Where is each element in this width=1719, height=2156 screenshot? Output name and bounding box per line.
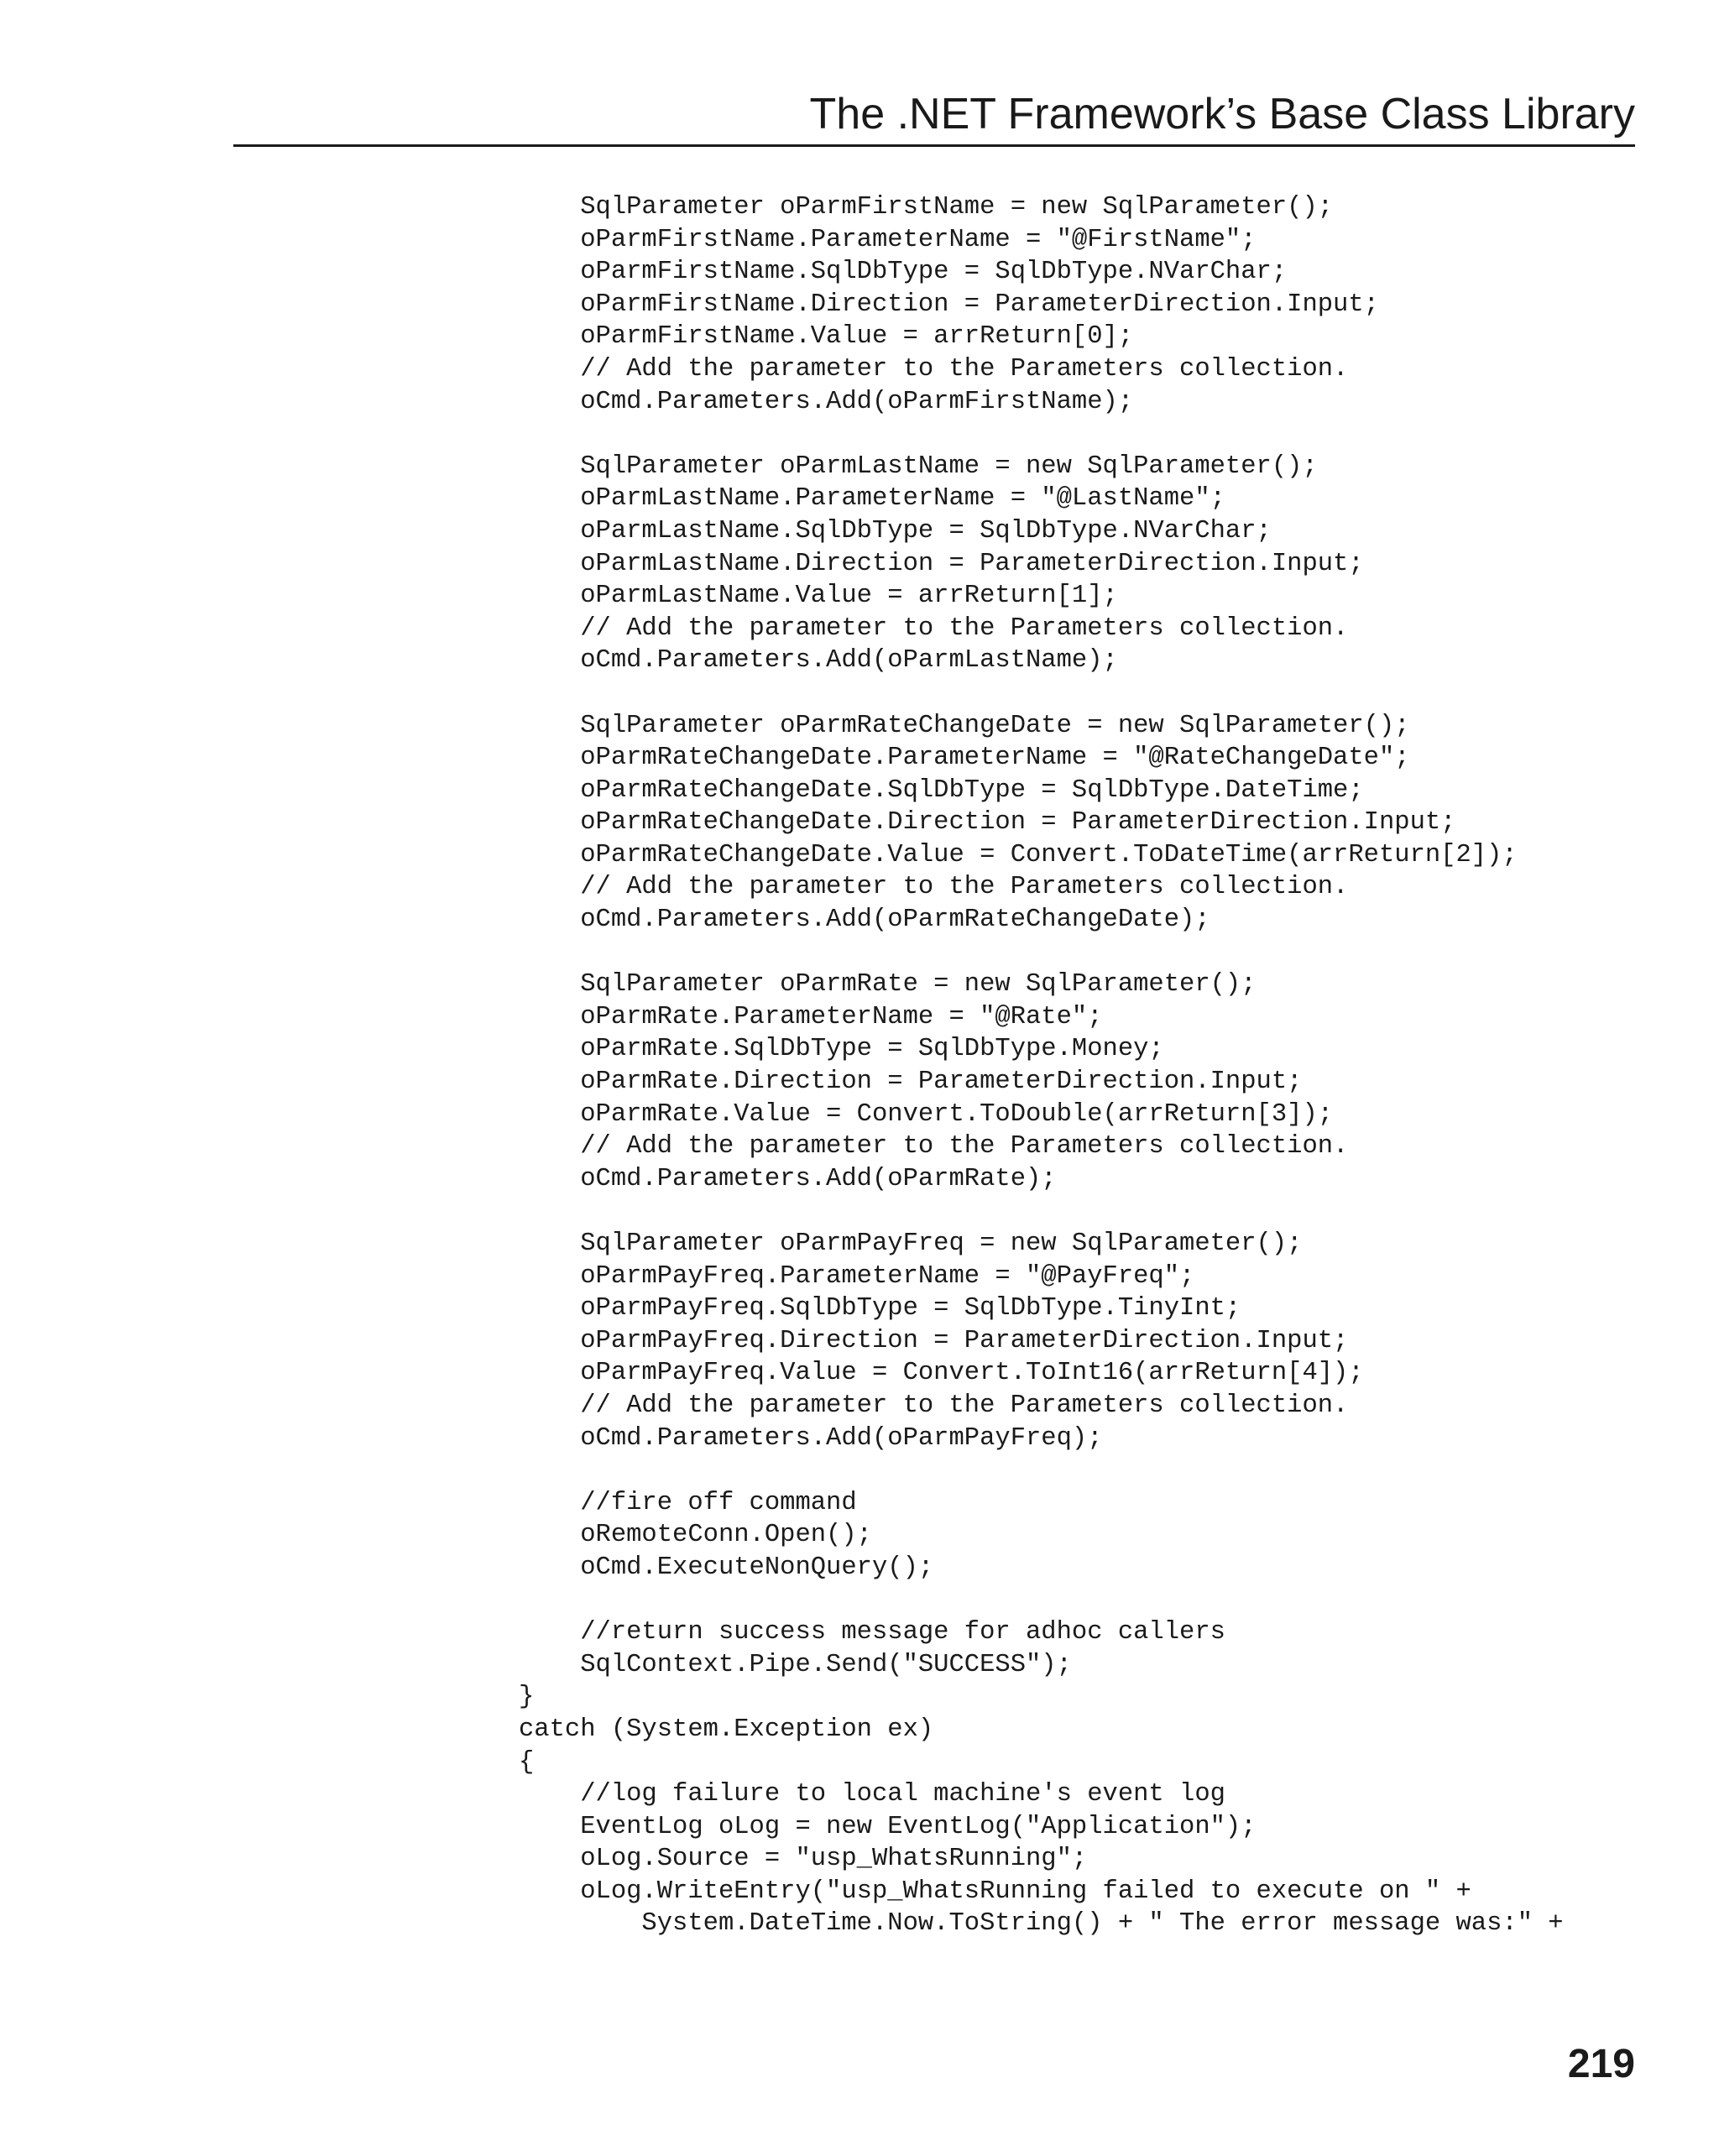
code-line: catch (System.Exception ex) <box>519 1715 934 1744</box>
code-line: // Add the parameter to the Parameters collection. <box>519 873 1349 902</box>
code-line: oParmRate.Value = Convert.ToDouble(arrReturn[3]); <box>519 1099 1334 1129</box>
code-line: oParmRate.SqlDbType = SqlDbType.Money; <box>519 1035 1164 1064</box>
code-listing <box>519 191 1660 1940</box>
code-line: oCmd.Parameters.Add(oParmFirstName); <box>519 387 1134 416</box>
code-line: SqlParameter oParmPayFreq = new SqlParameter(); <box>519 1229 1303 1258</box>
code-line <box>519 1584 1660 1617</box>
code-line: SqlParameter oParmLastName = new SqlParameter(); <box>519 452 1318 481</box>
page-number: 219 <box>1567 2042 1635 2086</box>
code-line: oParmRateChangeDate.ParameterName = "@RateChangeDate"; <box>519 744 1410 773</box>
code-line: //fire off command <box>519 1488 857 1517</box>
code-line <box>519 1195 1660 1228</box>
code-line: oParmPayFreq.Direction = ParameterDirection.Input; <box>519 1326 1349 1355</box>
code-line: oParmLastName.Direction = ParameterDirection.Input; <box>519 549 1364 578</box>
code-line: oCmd.Parameters.Add(oParmPayFreq); <box>519 1423 1103 1453</box>
code-line: // Add the parameter to the Parameters collection. <box>519 613 1349 643</box>
code-line: SqlParameter oParmFirstName = new SqlParameter(); <box>519 193 1334 222</box>
code-line: oCmd.Parameters.Add(oParmLastName); <box>519 646 1118 676</box>
code-line: oParmRate.Direction = ParameterDirection.Input; <box>519 1068 1303 1097</box>
code-line: System.DateTime.Now.ToString() + " The error message was:" + <box>519 1909 1564 1939</box>
code-line: oParmFirstName.Direction = ParameterDirection.Input; <box>519 290 1379 319</box>
code-line: oParmRate.ParameterName = "@Rate"; <box>519 1002 1103 1031</box>
code-line: oParmFirstName.Value = arrReturn[0]; <box>519 322 1134 352</box>
code-line: oParmPayFreq.Value = Convert.ToInt16(arrReturn[4]); <box>519 1359 1364 1388</box>
code-line: } <box>519 1683 535 1712</box>
code-line: //return success message for adhoc callers <box>519 1618 1225 1647</box>
code-line: // Add the parameter to the Parameters collection. <box>519 1391 1349 1420</box>
code-line: oParmRateChangeDate.Direction = ParameterDirection.Input; <box>519 808 1456 838</box>
code-line: oCmd.Parameters.Add(oParmRate); <box>519 1164 1057 1193</box>
code-line: oParmRateChangeDate.SqlDbType = SqlDbType.DateTime; <box>519 775 1364 805</box>
code-line: oRemoteConn.Open(); <box>519 1521 872 1550</box>
code-line: oParmPayFreq.SqlDbType = SqlDbType.TinyInt; <box>519 1294 1241 1323</box>
code-line: oParmLastName.ParameterName = "@LastName"; <box>519 484 1225 514</box>
code-line <box>519 1454 1660 1487</box>
code-line: { <box>519 1747 535 1777</box>
code-line: oParmLastName.Value = arrReturn[1]; <box>519 582 1118 611</box>
code-line: SqlParameter oParmRate = new SqlParameter(); <box>519 970 1257 1000</box>
code-line: oParmRateChangeDate.Value = Convert.ToDateTime(arrReturn[2]); <box>519 840 1518 869</box>
code-line: oParmLastName.SqlDbType = SqlDbType.NVarChar; <box>519 516 1272 546</box>
code-line: // Add the parameter to the Parameters collection. <box>519 1132 1349 1162</box>
code-line: oLog.WriteEntry("usp_WhatsRunning failed to execute on " + <box>519 1877 1471 1906</box>
code-line: oParmFirstName.SqlDbType = SqlDbType.NVarChar; <box>519 258 1288 287</box>
code-line: oParmPayFreq.ParameterName = "@PayFreq"; <box>519 1261 1195 1291</box>
code-line: SqlContext.Pipe.Send("SUCCESS"); <box>519 1650 1072 1679</box>
code-line: // Add the parameter to the Parameters collection. <box>519 354 1349 384</box>
code-line: //log failure to local machine's event log <box>519 1780 1225 1809</box>
code-line <box>519 418 1660 451</box>
code-line: EventLog oLog = new EventLog("Application"); <box>519 1812 1257 1841</box>
code-line: oLog.Source = "usp_WhatsRunning"; <box>519 1845 1088 1874</box>
running-header-title: The .NET Framework’s Base Class Library <box>809 90 1635 138</box>
code-line <box>519 937 1660 969</box>
code-line: oParmFirstName.ParameterName = "@FirstName"; <box>519 225 1257 254</box>
code-line: SqlParameter oParmRateChangeDate = new SqlParameter(); <box>519 711 1410 740</box>
code-line <box>519 677 1660 710</box>
code-line: oCmd.Parameters.Add(oParmRateChangeDate); <box>519 906 1210 935</box>
code-line: oCmd.ExecuteNonQuery(); <box>519 1553 934 1582</box>
running-header <box>233 87 1635 147</box>
